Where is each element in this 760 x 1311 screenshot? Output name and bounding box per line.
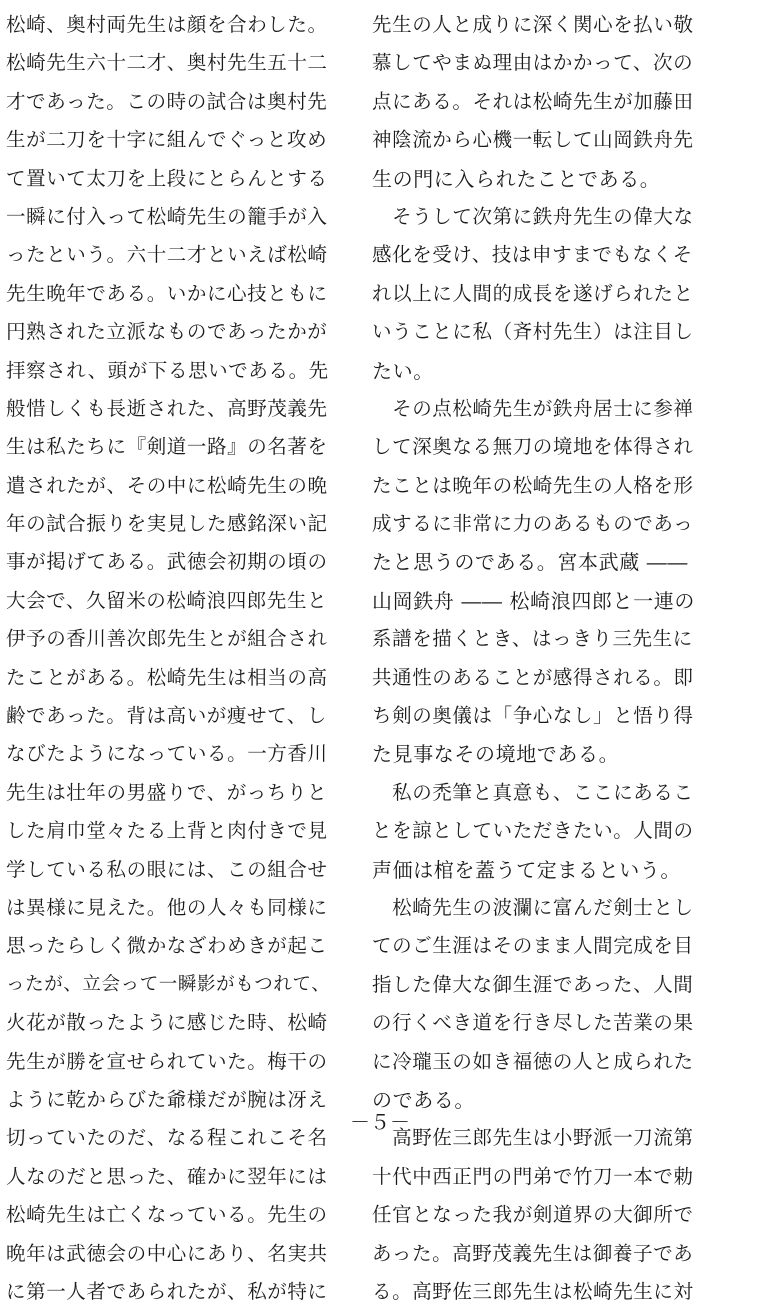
- text-line: てのご生涯はそのまま人間完成を目: [372, 934, 694, 958]
- text-line: 松崎先生六十二才、奥村先生五十二: [6, 51, 328, 75]
- text-line: たことは晩年の松崎先生の人格を形: [372, 473, 694, 497]
- text-line: 松崎、奥村両先生は顔を合わした。: [6, 13, 328, 36]
- text-line: のである。: [372, 1087, 475, 1112]
- text-line: 先生が勝を宣せられていた。梅干の: [6, 1049, 328, 1073]
- text-line: 事が掲げてある。武徳会初期の頃の: [6, 550, 328, 574]
- text-line: 高野佐三郎先生は小野派一刀流第: [372, 1126, 694, 1150]
- text-line: 松崎先生は亡くなっている。先生の: [6, 1203, 328, 1227]
- text-line: に冷瓏玉の如き福徳の人と成られた: [372, 1049, 694, 1073]
- text-line: そうして次第に鉄舟先生の偉大な: [372, 204, 694, 228]
- text-line: ったという。六十二才といえば松崎: [6, 243, 328, 267]
- text-line: 拝察され、頭が下る思いである。先: [6, 358, 329, 382]
- text-line: ったが、立会って一瞬影がもつれて、: [6, 973, 331, 995]
- text-line: 人なのだと思った、確かに翌年には: [6, 1164, 328, 1188]
- text-line: 晩年は武徳会の中心にあり、名実共: [6, 1241, 328, 1265]
- text-line: たことがある。松崎先生は相当の高: [6, 665, 328, 689]
- text-line: 火花が散ったように感じた時、松崎: [6, 1011, 328, 1035]
- text-line: とを諒としていただきたい。人間の: [372, 819, 694, 843]
- text-line: して深奥なる無刀の境地を体得され: [372, 435, 694, 459]
- page-number: －５－: [350, 1110, 410, 1134]
- text-line: 般惜しくも長逝された、高野茂義先: [6, 396, 328, 420]
- text-line: 遣されたが、その中に松崎先生の晩: [6, 473, 328, 497]
- text-line: 神陰流から心機一転して山岡鉄舟先: [372, 128, 694, 152]
- text-line: て置いて太刀を上段にとらんとする: [6, 166, 328, 190]
- text-line: いうことに私（斉村先生）は注目し: [372, 320, 694, 344]
- text-line: 系譜を描くとき、はっきり三先生に: [372, 627, 693, 651]
- text-line: 一瞬に付入って松崎先生の籠手が入: [6, 204, 328, 228]
- text-line: 感化を受け、技は申すまでもなくそ: [372, 243, 693, 267]
- text-line: 年の試合振りを実見した感銘深い記: [6, 512, 328, 536]
- text-line: 慕してやまぬ理由はかかって、次の: [372, 51, 694, 75]
- text-line: 伊予の香川善次郎先生とが組合され: [6, 627, 328, 651]
- text-line: たと思うのである。宮本武蔵 ――: [372, 550, 688, 575]
- text-line: る。高野佐三郎先生は松崎先生に対: [372, 1279, 694, 1303]
- text-line: 切っていたのだ、なる程これこそ名: [6, 1126, 328, 1150]
- text-line: 指した偉大な御生涯であった、人間: [372, 972, 694, 996]
- text-line: 任官となった我が剣道界の大御所で: [372, 1203, 694, 1227]
- text-line: 声価は棺を蓋うて定まるという。: [372, 857, 681, 882]
- text-line: 学している私の眼には、この組合せ: [6, 857, 328, 881]
- text-line: 十代中西正門の門弟で竹刀一本で勅: [372, 1164, 694, 1188]
- text-line: 円熟された立派なものであったかが: [6, 320, 328, 344]
- text-line: その点松崎先生が鉄舟居士に参禅: [372, 396, 694, 420]
- text-line: 成するに非常に力のあるものであっ: [372, 512, 694, 536]
- text-line: あった。高野茂義先生は御養子であ: [372, 1241, 694, 1265]
- text-line: 思ったらしく微かなざわめきが起こ: [6, 934, 328, 958]
- text-line: に第一人者であられたが、私が特に: [6, 1279, 328, 1303]
- text-line: れ以上に人間的成長を遂げられたと: [372, 281, 694, 305]
- text-line: なびたようになっている。一方香川: [6, 742, 328, 766]
- text-line: 先生の人と成りに深く関心を払い敬: [372, 13, 694, 36]
- text-line: 齢であった。背は高いが痩せて、し: [6, 704, 328, 728]
- text-line: ち剣の奥儀は「争心なし」と悟り得: [372, 704, 694, 728]
- text-line: の行くべき道を行き尽した苦業の果: [372, 1011, 694, 1035]
- text-line: 松崎先生の波瀾に富んだ剣士とし: [372, 895, 694, 919]
- text-line: 点にある。それは松崎先生が加藤田: [372, 89, 694, 113]
- text-line: 先生晩年である。いかに心技ともに: [6, 281, 328, 305]
- text-line: ように乾からびた爺様だが腕は冴え: [6, 1087, 328, 1111]
- text-line: た見事なその境地である。: [372, 742, 620, 767]
- text-line: 才であった。この時の試合は奥村先: [6, 89, 328, 113]
- text-line: 生の門に入られたことである。: [372, 166, 661, 191]
- text-line: 私の禿筆と真意も、ここにあるこ: [372, 780, 694, 804]
- text-line: 生が二刀を十字に組んでぐっと攻め: [6, 128, 328, 152]
- text-line: 共通性のあることが感得される。即: [372, 665, 694, 689]
- text-line: 大会で、久留米の松崎浪四郎先生と: [6, 588, 328, 612]
- text-line: 先生は壮年の男盛りで、がっちりと: [6, 780, 328, 804]
- text-line: は異様に見えた。他の人々も同様に: [6, 895, 328, 919]
- text-line: たい。: [372, 358, 434, 383]
- text-line: 山岡鉄舟 ―― 松崎浪四郎と一連の: [372, 588, 695, 613]
- text-line: した肩巾堂々たる上背と肉付きで見: [6, 819, 328, 843]
- text-line: 生は私たちに『剣道一路』の名著を: [6, 435, 328, 459]
